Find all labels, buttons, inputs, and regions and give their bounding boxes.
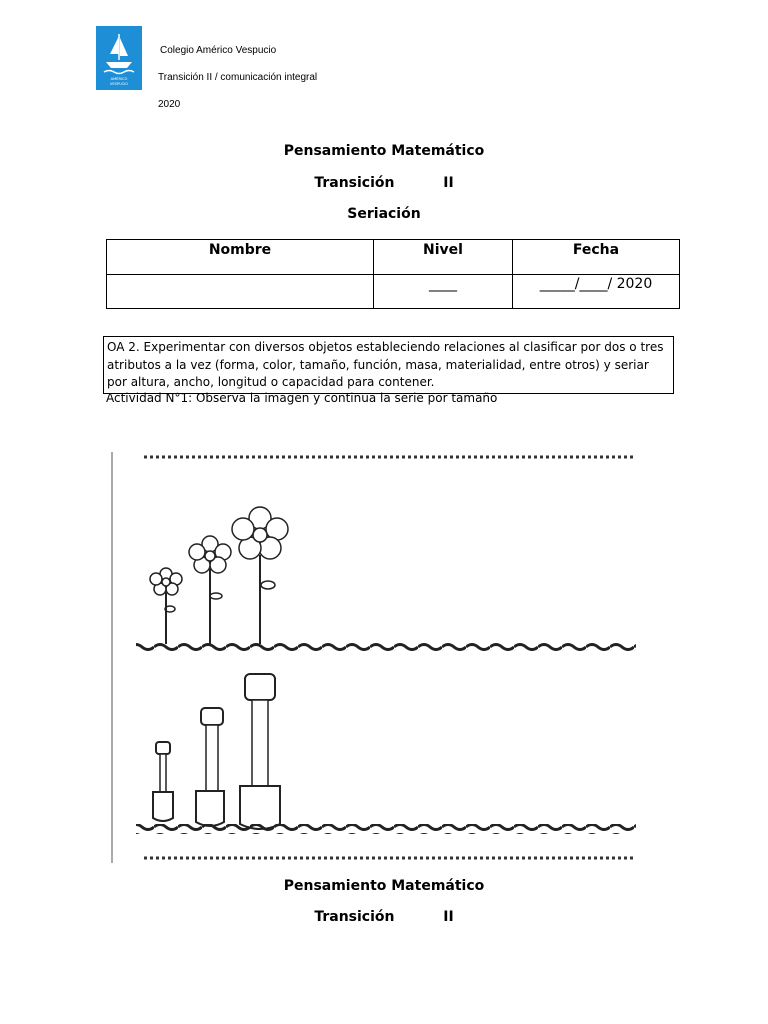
- table-header-row: [107, 240, 680, 275]
- student-info-table: [106, 239, 680, 309]
- school-logo: [96, 26, 142, 90]
- svg-text:AMÉRICO: AMÉRICO: [110, 77, 128, 81]
- topic-title: Seriación: [347, 206, 421, 222]
- ground-wave-line: [136, 642, 636, 652]
- activity-instruction: Actividad N°1: Observa la imagen y continua la serie por tamaño: [106, 391, 498, 405]
- school-name: Colegio Américo Vespucio: [160, 45, 277, 56]
- svg-text:VESPUCIO: VESPUCIO: [109, 82, 129, 86]
- footer-level-title: Transición II: [314, 909, 454, 925]
- level-header: Nivel: [374, 240, 513, 275]
- series-worksheet-image: [106, 452, 658, 863]
- level-title: Transición II: [314, 175, 454, 191]
- course-name: Transición II / comunicación integral: [158, 72, 318, 83]
- date-header: Fecha: [513, 240, 680, 275]
- year-label: 2020: [158, 99, 181, 110]
- ground-wave-line: [136, 824, 636, 834]
- date-field[interactable]: _____/____/ 2020: [513, 275, 680, 309]
- subject-title: Pensamiento Matemático: [283, 143, 485, 159]
- footer-subject-title: Pensamiento Matemático: [283, 878, 485, 894]
- name-header: Nombre: [107, 240, 374, 275]
- ship-logo-icon: [96, 26, 142, 90]
- table-row: [107, 275, 680, 309]
- learning-objective-box: OA 2. Experimentar con diversos objetos estableciendo relaciones al clasificar por dos o tres atributos a la vez (forma, color, tamaño, función, masa, materialidad, entre otros) y seriar por altura, ancho, longitud o capacidad para contener.: [103, 336, 674, 394]
- name-field[interactable]: [107, 275, 374, 309]
- level-field[interactable]: ____: [374, 275, 513, 309]
